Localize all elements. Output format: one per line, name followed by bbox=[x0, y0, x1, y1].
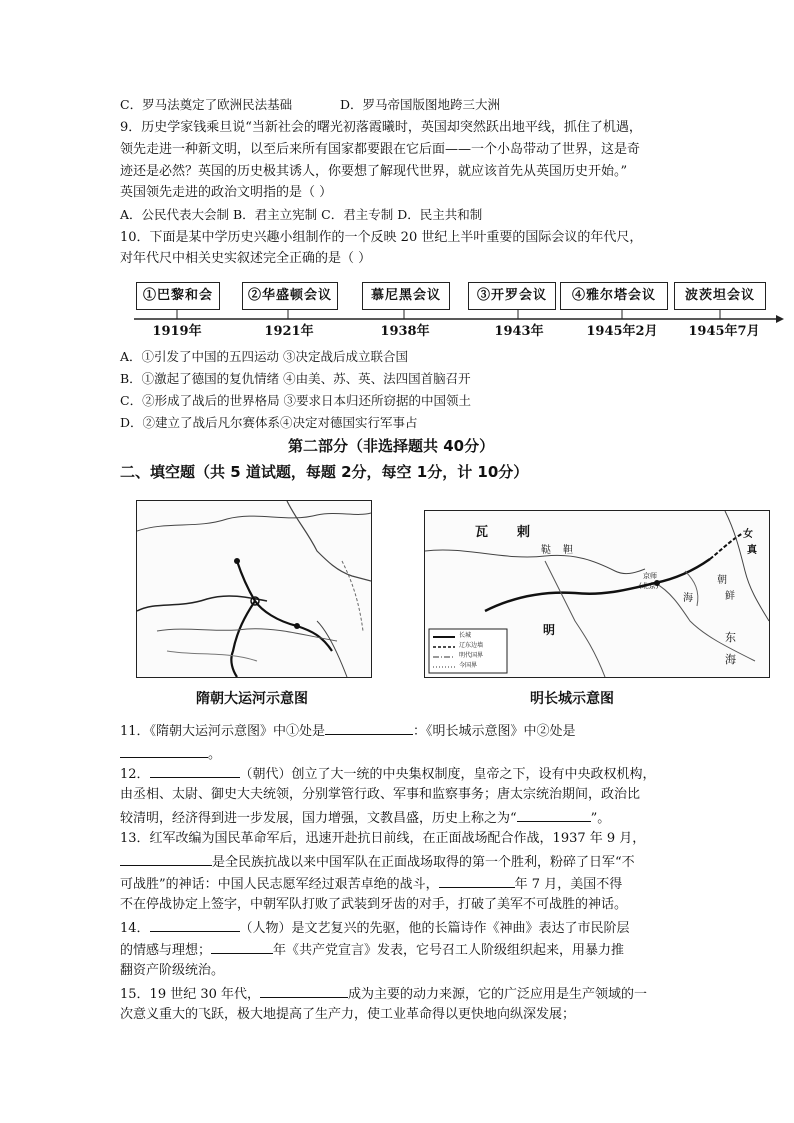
timeline-year-1943: 1943年 bbox=[494, 324, 544, 339]
part2-title: 第二部分（非选择题共 40分） bbox=[288, 437, 495, 455]
map-label: (北京) bbox=[639, 582, 659, 590]
q13-line2 bbox=[120, 851, 635, 873]
map-label: 东 bbox=[725, 631, 736, 644]
map-label: 剌 bbox=[517, 525, 531, 540]
q9-options: A．公民代表大会制 B．君主立宪制 C．君主专制 D．民主共和制 bbox=[120, 207, 483, 222]
q15-line1 bbox=[120, 983, 647, 1005]
ming-wall-map bbox=[424, 510, 770, 678]
timeline-year-1919: 1919年 bbox=[152, 324, 202, 339]
q13-blank-2[interactable] bbox=[439, 873, 515, 888]
q10-option-d: D．②建立了战后凡尔赛体系④决定对德国实行军事占 bbox=[120, 415, 418, 430]
conference-timeline bbox=[134, 278, 784, 338]
q14-text-2b: 年《共产党宣言》发表，它号召工人阶级组织起来，用暴力推 bbox=[273, 943, 625, 958]
map-label: 京师 bbox=[643, 572, 657, 580]
q14-text-a: 14． bbox=[120, 921, 150, 936]
q10-option-c: C．②形成了战后的世界格局 ③要求日本归还所窃据的中国领土 bbox=[120, 393, 472, 408]
q11-blank-1[interactable] bbox=[325, 720, 413, 735]
q11-blank-2[interactable] bbox=[120, 743, 208, 758]
map-label: 海 bbox=[725, 653, 736, 666]
q10-text-line2: 对年代尺中相关史实叙述完全正确的是（ ） bbox=[120, 251, 372, 266]
q9-text-line3: 迹还是必然？英国的历史极其诱人，你要想了解现代世界，就应该首先从英国历史开始。” bbox=[120, 164, 628, 179]
q14-text-2a: 的情感与理想； bbox=[120, 943, 212, 958]
q15-text-b: 成为主要的动力来源，它的广泛应用是生产领域的一 bbox=[348, 987, 648, 1002]
q14-line1 bbox=[120, 917, 630, 939]
q13-text-3a: 可战胜”的神话：中国人民志愿军经过艰苦卓绝的战斗， bbox=[120, 877, 439, 892]
legend-item: 明代国界 bbox=[459, 652, 484, 659]
timeline-year-1945-jul: 1945年7月 bbox=[688, 324, 760, 339]
timeline-label-munich: 慕尼黑会议 bbox=[362, 282, 450, 310]
q12-text-3b: ”。 bbox=[590, 811, 611, 826]
q12-line3 bbox=[120, 807, 610, 829]
q12-line1 bbox=[120, 763, 656, 785]
map-label: 女 bbox=[743, 529, 753, 540]
legend-item: 辽东边墙 bbox=[459, 642, 484, 649]
map-label: 海 bbox=[683, 593, 693, 604]
q11-text-c: 。 bbox=[208, 747, 222, 762]
timeline-year-1945-feb: 1945年2月 bbox=[586, 324, 658, 339]
legend-item: 长城 bbox=[459, 632, 472, 639]
q9-text-line1: 9．历史学家钱乘旦说“当新社会的曙光初落霞曦时，英国却突然跃出地平线，抓住了机遇， bbox=[120, 120, 642, 135]
sui-canal-caption: 隋朝大运河示意图 bbox=[196, 691, 308, 707]
q10-text-line1: 10．下面是某中学历史兴趣小组制作的一个反映 20 世纪上半叶重要的国际会议的年代尺， bbox=[120, 230, 643, 245]
q11-line2 bbox=[120, 743, 221, 765]
q13-blank-1[interactable] bbox=[120, 851, 212, 866]
map-label: 鲜 bbox=[725, 591, 735, 602]
section-heading: 二、填空题（共 5 道试题，每题 2分，每空 1分，计 10分） bbox=[120, 463, 529, 481]
q14-blank-2[interactable] bbox=[211, 939, 273, 954]
q14-text-b: （人物）是文艺复兴的先驱，他的长篇诗作《神曲》表达了市民阶层 bbox=[239, 921, 630, 936]
q8-option-d: D．罗马帝国版图地跨三大洲 bbox=[340, 97, 501, 112]
q10-option-b: B．①激起了德国的复仇情绪 ④由美、苏、英、法四国首脑召开 bbox=[120, 371, 471, 386]
legend-item: 今国界 bbox=[459, 662, 478, 669]
q12-line2: 由丞相、太尉、御史大夫统领，分别掌管行政、军事和监察事务；唐太宗统治期间，政治比 bbox=[120, 787, 641, 802]
q13-text-2b: 是全民族抗战以来中国军队在正面战场取得的第一个胜利，粉碎了日军“不 bbox=[212, 855, 635, 870]
timeline-label-potsdam: 波茨坦会议 bbox=[674, 282, 766, 310]
timeline-year-1921: 1921年 bbox=[264, 324, 314, 339]
q12-text-a: 12． bbox=[120, 767, 150, 782]
q11-text-b: ：《明长城示意图》中②处是 bbox=[413, 724, 576, 739]
timeline-year-1938: 1938年 bbox=[380, 324, 430, 339]
sui-canal-map bbox=[136, 500, 372, 678]
q11-line1 bbox=[120, 720, 576, 742]
q10-option-a: A．①引发了中国的五四运动 ③决定战后成立联合国 bbox=[120, 349, 409, 364]
map-label: 真 bbox=[747, 545, 757, 556]
q14-blank-1[interactable] bbox=[150, 917, 240, 932]
q15-text-a: 15．19 世纪 30 年代， bbox=[120, 987, 261, 1002]
q13-line4: 不在停战协定上签字，中朝军队打败了武装到牙齿的对手，打破了美军不可战胜的神话。 bbox=[120, 897, 628, 912]
q8-option-c: C．罗马法奠定了欧洲民法基础 bbox=[120, 97, 293, 112]
sui-canal-map-drawing bbox=[137, 501, 371, 677]
q15-line2: 次意义重大的飞跃，极大地提高了生产力，使工业革命得以更快地向纵深发展； bbox=[120, 1007, 576, 1022]
ming-wall-caption: 明长城示意图 bbox=[530, 691, 614, 707]
q15-blank-1[interactable] bbox=[260, 983, 348, 998]
q13-line1: 13．红军改编为国民革命军后，迅速开赴抗日前线，在正面战场配合作战，1937 年 9 月， bbox=[120, 831, 646, 846]
map-label: 瓦 bbox=[475, 525, 489, 540]
q12-blank-1[interactable] bbox=[150, 763, 240, 778]
map-legend bbox=[459, 631, 483, 671]
map-label: 朝 bbox=[717, 575, 727, 586]
q9-text-line2: 领先走进一种新文明，以至后来所有国家都要跟在它后面——一个小岛带动了世界，这是奇 bbox=[120, 142, 641, 157]
q9-text-line4: 英国领先走进的政治文明指的是（ ） bbox=[120, 185, 333, 200]
timeline-label-yalta: ④雅尔塔会议 bbox=[560, 282, 668, 310]
map-label: 鞑 bbox=[541, 545, 551, 556]
timeline-label-paris: ①巴黎和会 bbox=[136, 282, 220, 310]
q11-text-a: 11．《隋朝大运河示意图》中①处是 bbox=[120, 724, 326, 739]
q12-blank-2[interactable] bbox=[517, 807, 591, 822]
q13-text-3b: 年 7 月，美国不得 bbox=[514, 877, 623, 892]
q12-text-b: （朝代）创立了大一统的中央集权制度，皇帝之下，设有中央政权机构， bbox=[239, 767, 656, 782]
q12-text-3a: 较清明，经济得到进一步发展，国力增强，文教昌盛，历史上称之为“ bbox=[120, 811, 517, 826]
q14-line3: 翻资产阶级统治。 bbox=[120, 963, 225, 978]
timeline-label-cairo: ③开罗会议 bbox=[468, 282, 556, 310]
map-label: 明 bbox=[543, 623, 556, 637]
map-label: 靼 bbox=[563, 545, 573, 556]
q13-line3 bbox=[120, 873, 622, 895]
timeline-label-washington: ②华盛顿会议 bbox=[242, 282, 338, 310]
q14-line2 bbox=[120, 939, 624, 961]
